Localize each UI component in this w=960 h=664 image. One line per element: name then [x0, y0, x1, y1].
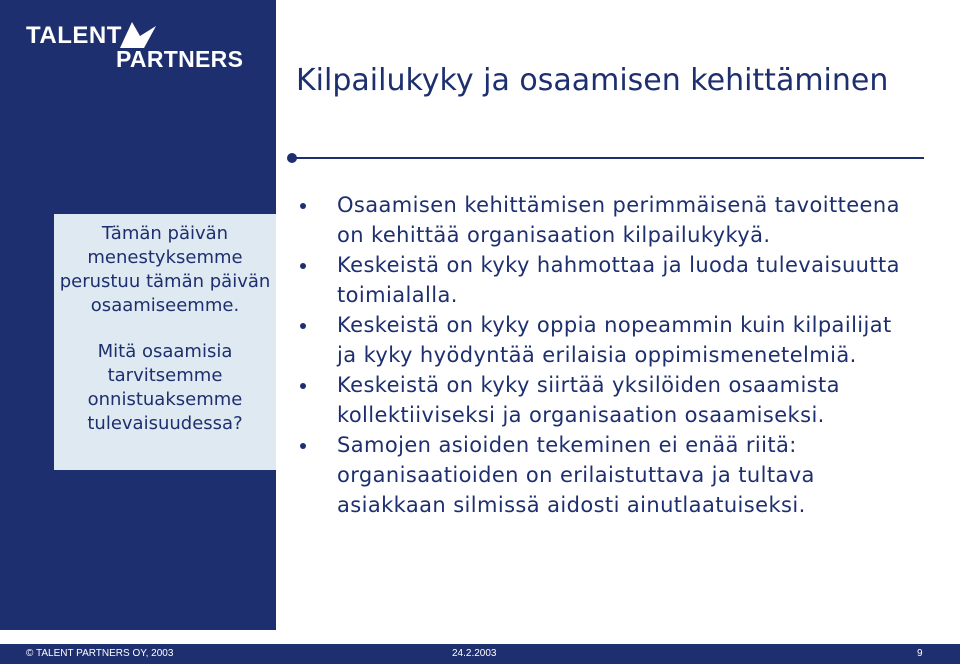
sidebar-question-1: Tämän päivän menestyksemme perustuu tämän päivän osaamiseemme. [59, 223, 271, 316]
bullet-text: Osaamisen kehittämisen perimmäisenä tavoitteena on kehittää organisaation kilpailukykyä. [337, 193, 900, 247]
footer-page-number: 9 [917, 648, 923, 659]
bullet-list [300, 190, 915, 520]
bullet-item [300, 190, 915, 250]
logo-text-talent: TALENT [26, 22, 122, 49]
sidebar-question-box [54, 214, 276, 470]
sidebar-question-2: Mitä osaamisia tarvitsemme onnistuaksemme tulevaisuudessa? [87, 341, 243, 434]
bullet-item [300, 250, 915, 310]
bullet-item [300, 310, 915, 370]
slide-title: Kilpailukyky ja osaamisen kehittäminen [296, 63, 889, 98]
bullet-dot-icon [300, 323, 306, 329]
footer-date: 24.2.2003 [452, 648, 497, 659]
talent-partners-logo [26, 18, 266, 78]
bullet-text: Keskeistä on kyky oppia nopeammin kuin kilpailijat ja kyky hyödyntää erilaisia oppimismenetelmiä. [337, 313, 892, 367]
bullet-text: Keskeistä on kyky siirtää yksilöiden osaamista kollektiiviseksi ja organisaation osaamiseksi. [337, 373, 840, 427]
bullet-dot-icon [300, 443, 306, 449]
bullet-item [300, 370, 915, 430]
footer-bar [0, 644, 960, 664]
bullet-text: Keskeistä on kyky hahmottaa ja luoda tulevaisuutta toimialalla. [337, 253, 900, 307]
bullet-item [300, 430, 915, 520]
footer-copyright: © TALENT PARTNERS OY, 2003 [26, 648, 174, 659]
bullet-dot-icon [300, 263, 306, 269]
logo-text-partners: PARTNERS [116, 46, 244, 72]
bullet-text: Samojen asioiden tekeminen ei enää riitä: organisaatioiden on erilaistuttava ja tultava asiakkaan silmissä aidosti ainutlaatuiseksi. [337, 433, 815, 517]
title-underline [286, 152, 924, 164]
bullet-dot-icon [300, 383, 306, 389]
bullet-dot-icon [300, 203, 306, 209]
